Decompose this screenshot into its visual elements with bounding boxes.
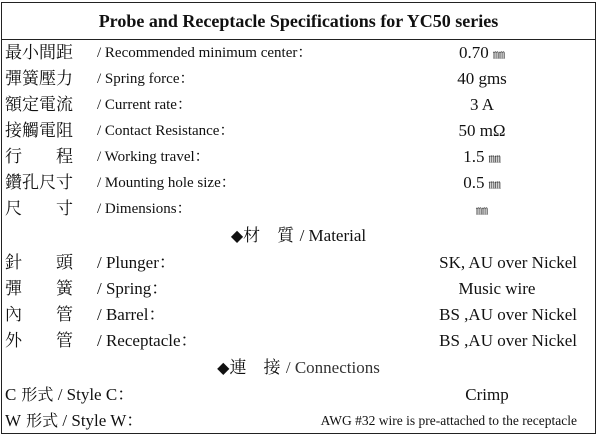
spec-sheet <box>1 2 596 434</box>
spec-value: 3 A <box>469 95 495 114</box>
spec-label-zh: 尺 寸 <box>5 199 73 219</box>
spec-row-min-center <box>2 40 595 66</box>
material-row-plunger <box>2 250 595 276</box>
spec-label-en: / Working travel： <box>97 149 210 165</box>
spec-label-en: / Mounting hole size： <box>97 175 236 191</box>
spec-row-dimensions <box>2 196 595 222</box>
spec-label-zh: 彈簧壓力 <box>5 69 73 89</box>
material-label-en: / Barrel： <box>97 305 166 324</box>
connection-row-style-c <box>2 382 595 408</box>
spec-label-zh: 接觸電阻 <box>5 121 73 141</box>
spec-label-zh: 最小間距 <box>5 43 73 63</box>
unit-mm: ㎜ <box>488 151 501 165</box>
material-label-en: / Receptacle： <box>97 331 198 350</box>
spec-label-en: / Contact Resistance： <box>97 123 235 139</box>
material-label-zh: 彈 簧 <box>5 279 73 299</box>
spec-row-spring-force <box>2 66 595 92</box>
material-row-barrel <box>2 302 595 328</box>
spec-value <box>382 196 582 223</box>
connection-value: Crimp <box>465 385 509 404</box>
spec-row-contact-resistance <box>2 118 595 144</box>
unit-mm: ㎜ <box>492 47 505 61</box>
diamond-icon: ◆ <box>217 358 230 377</box>
material-value: Music wire <box>458 279 536 298</box>
spec-value: 0.70 ㎜ <box>458 43 505 62</box>
material-row-receptacle <box>2 328 595 354</box>
spec-row-mounting-hole <box>2 170 595 196</box>
spec-label-zh: 行 程 <box>5 147 73 167</box>
connections-section-header <box>2 354 595 382</box>
spec-row-working-travel <box>2 144 595 170</box>
spec-value: 1.5 ㎜ <box>463 147 501 166</box>
diamond-icon: ◆ <box>230 226 244 245</box>
material-label-zh: 內 管 <box>5 305 73 325</box>
connection-label: C 形式 / Style C： <box>5 385 135 404</box>
connections-header-en: / Connections <box>285 358 380 377</box>
spec-row-current-rate <box>2 92 595 118</box>
material-label-en: / Spring： <box>97 279 169 298</box>
connections-header-zh: 連 接 <box>229 358 281 378</box>
material-value: BS ,AU over Nickel <box>439 331 577 350</box>
material-label-en: / Plunger： <box>97 253 176 272</box>
spec-label-en: / Recommended minimum center： <box>97 45 313 61</box>
unit-mm: ㎜ <box>488 177 501 191</box>
connection-value: AWG #32 wire is pre-attached to the receptacle <box>320 413 577 428</box>
material-row-spring <box>2 276 595 302</box>
spec-value: 40 gms <box>457 69 507 88</box>
spec-value: 50 mΩ <box>458 121 506 140</box>
spec-label-en: / Dimensions： <box>97 201 192 217</box>
spec-value: 0.5 ㎜ <box>463 173 501 192</box>
spec-label-en: / Current rate： <box>97 97 192 113</box>
unit-mm: ㎜ <box>475 203 488 217</box>
material-label-zh: 針 頭 <box>5 253 73 273</box>
spec-label-zh: 額定電流 <box>5 95 73 115</box>
material-value: BS ,AU over Nickel <box>439 305 577 324</box>
material-value: SK, AU over Nickel <box>439 253 577 272</box>
connection-row-style-w <box>2 408 595 434</box>
material-header-zh: 材 質 <box>243 226 295 246</box>
spec-label-zh: 鑽孔尺寸 <box>5 173 73 193</box>
material-header-en: / Material <box>299 226 367 245</box>
spec-label-en: / Spring force： <box>97 71 195 87</box>
sheet-title: Probe and Receptacle Specifications for YC50 series <box>2 3 595 40</box>
material-section-header <box>2 222 595 250</box>
connection-label: W 形式 / Style W： <box>5 411 144 430</box>
material-label-zh: 外 管 <box>5 331 73 351</box>
